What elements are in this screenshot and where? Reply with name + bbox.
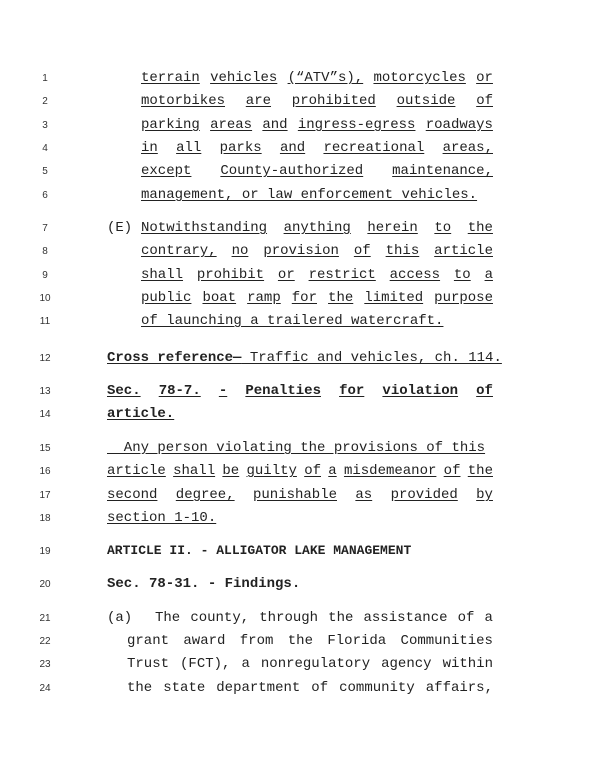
cross-reference bbox=[107, 349, 502, 367]
text-line: Trust (FCT), a nonregulatory agency within bbox=[127, 656, 493, 672]
line-number: 12 bbox=[39, 353, 51, 364]
article-heading: ARTICLE II. - ALLIGATOR LAKE MANAGEMENT bbox=[107, 543, 412, 558]
line-number: 23 bbox=[39, 659, 51, 670]
text-line: of launching a trailered watercraft. bbox=[141, 313, 444, 329]
cross-reference-text: Traffic and vehicles, ch. 114. bbox=[241, 350, 502, 366]
line-number: 10 bbox=[39, 293, 51, 304]
line-number: 24 bbox=[39, 683, 51, 694]
line-number: 7 bbox=[42, 223, 48, 234]
line-number: 6 bbox=[42, 190, 48, 201]
text-line: except County-authorized maintenance, bbox=[141, 163, 493, 179]
section-heading-line: Sec. 78-7. - Penalties for violation of bbox=[107, 383, 493, 399]
paragraph-label: (E) bbox=[107, 220, 133, 236]
line-number: 14 bbox=[39, 409, 51, 420]
paragraph-label: (a) bbox=[107, 610, 133, 626]
section-heading-78-31: Sec. 78-31. - Findings. bbox=[107, 576, 301, 592]
line-number: 20 bbox=[39, 579, 51, 590]
text-line: management, or law enforcement vehicles. bbox=[141, 187, 478, 203]
line-number: 11 bbox=[39, 316, 51, 327]
text-line: motorbikes are prohibited outside of bbox=[141, 93, 493, 109]
text-line: public boat ramp for the limited purpose bbox=[141, 290, 493, 306]
line-number: 5 bbox=[42, 166, 48, 177]
text-line: second degree, punishable as provided by bbox=[107, 487, 493, 503]
text-line: The county, through the assistance of a bbox=[155, 610, 493, 626]
text-line: parking areas and ingress-egress roadways bbox=[141, 117, 493, 133]
text-line: grant award from the Florida Communities bbox=[127, 633, 493, 649]
line-number: 8 bbox=[42, 246, 48, 257]
text-line: section 1-10. bbox=[107, 510, 217, 526]
line-number: 1 bbox=[42, 73, 48, 84]
line-number: 15 bbox=[39, 443, 51, 454]
line-number: 9 bbox=[42, 270, 48, 281]
text-line: Any person violating the provisions of this bbox=[107, 440, 486, 456]
line-number: 17 bbox=[39, 490, 51, 501]
line-number: 21 bbox=[39, 613, 51, 624]
line-number: 4 bbox=[42, 143, 48, 154]
line-number: 2 bbox=[42, 96, 48, 107]
text-line: terrain vehicles (“ATV”s), motorcycles or bbox=[141, 70, 493, 86]
text-line: Notwithstanding anything herein to the bbox=[141, 220, 493, 236]
line-number: 18 bbox=[39, 513, 51, 524]
line-number: 19 bbox=[39, 546, 51, 557]
text-line: shall prohibit or restrict access to a bbox=[141, 267, 493, 283]
text-line: in all parks and recreational areas, bbox=[141, 140, 493, 156]
text-line: the state department of community affairs, bbox=[127, 680, 493, 696]
text-line: contrary, no provision of this article bbox=[141, 243, 493, 259]
line-number: 13 bbox=[39, 386, 51, 397]
line-number: 3 bbox=[42, 120, 48, 131]
text-line: article shall be guilty of a misdemeanor of the bbox=[107, 463, 493, 479]
line-number: 16 bbox=[39, 466, 51, 477]
section-heading-line: article. bbox=[107, 406, 175, 422]
line-number: 22 bbox=[39, 636, 51, 647]
cross-reference-label: Cross reference— bbox=[107, 350, 242, 366]
